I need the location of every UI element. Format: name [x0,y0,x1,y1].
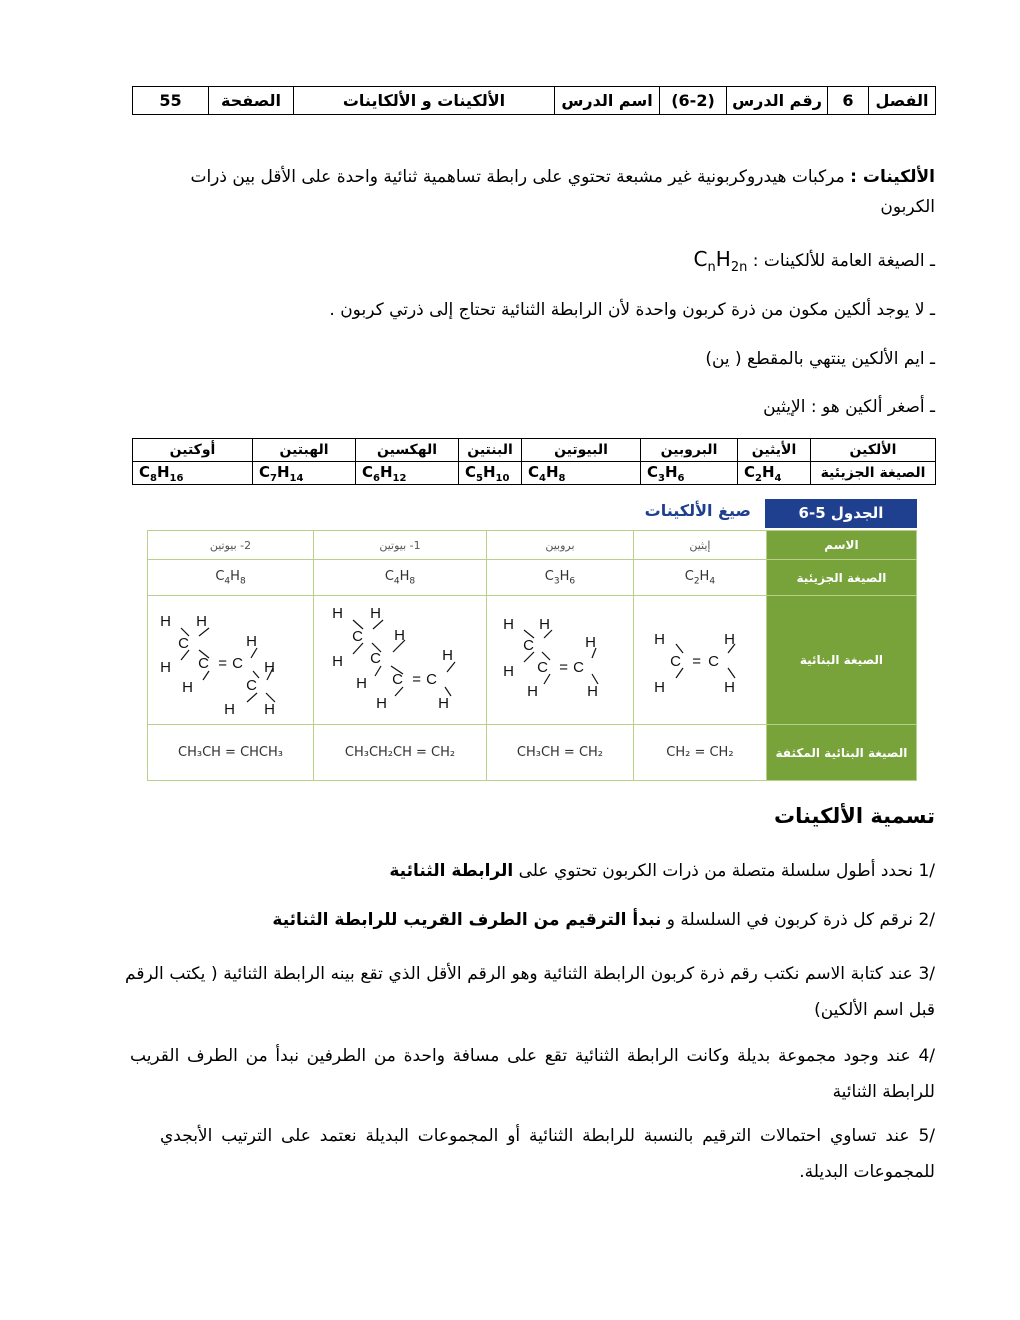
alkene-formulas-figure [147,497,917,780]
structure-ethene [633,596,766,725]
svg-text:H: H [442,647,453,664]
propene-structure-diagram [488,596,632,720]
bullet-smallest: ـ أصغر ألكين هو : الإيثين [763,392,935,422]
lesson-number-label: رقم الدرس [727,87,828,115]
svg-text:H: H [438,695,449,712]
svg-text:H: H [376,695,387,712]
condensed-ethene: CH₂ = CH₂ [633,725,766,781]
svg-text:C: C [352,628,363,645]
svg-text:C: C [670,653,681,670]
row-label-molecular: الصيغة الجزيئية [766,560,916,596]
svg-text:C: C [523,637,534,654]
figure-grid [147,530,917,781]
name-ethene: إيثين [633,531,766,560]
ethene-structure-diagram [635,596,765,720]
svg-text:=: = [559,659,568,676]
formula-cell: $C_3H_6$ [641,462,738,485]
row-label-condensed: الصيغة البنائية المكثفة [766,725,916,781]
rule-number: /4 [918,1046,935,1066]
formula-header-cell: الصيغة الجزيئية [811,462,936,485]
rule-number: /2 [918,910,935,930]
svg-text:H: H [394,627,405,644]
svg-text:C: C [392,671,403,688]
lesson-number: (6-2) [660,87,727,115]
rule-text: عند وجود مجموعة بديلة وكانت الرابطة الثنائية تقع على مسافة واحدة من الطرفين نبدأ من الطرف القريب للرابطة الثنائية [130,1046,935,1102]
bullet-general-formula [694,244,935,283]
svg-text:C: C [197,655,209,672]
molecular-2-butene: $C_4H_8$ [148,560,314,596]
rule-bold: نبدأ الترقيم من الطرف القريب للرابطة الثنائية [272,910,662,930]
general-formula: $C_nH_{2n}$ [693,247,748,275]
formula-cell: $C_2H_4$ [738,462,811,485]
2-butene-structure-diagram [149,596,313,720]
figure-title-bar [147,497,917,531]
svg-text:H: H [724,679,735,696]
svg-text:H: H [263,659,275,676]
svg-text:=: = [412,671,421,688]
condensed-propene: CH₃CH = CH₂ [486,725,633,781]
names-cell: الأيثين [738,439,811,462]
figure-table-number: الجدول 5-6 [765,499,917,528]
svg-text:C: C [245,677,257,694]
svg-text:=: = [692,653,701,670]
row-label-structural: الصيغة البنائية [766,596,916,725]
svg-text:C: C [177,635,189,652]
name-propene: بروبين [486,531,633,560]
rule-bold: الرابطة الثنائية [389,861,514,881]
condensed-1-butene: CH₃CH₂CH = CH₂ [314,725,487,781]
molecular-ethene: $C_2H_4$ [633,560,766,596]
chapter-label: الفصل [869,87,936,115]
name-1-butene: 1- بيوتين [314,531,487,560]
section-title: تسمية الألكينات [773,804,935,828]
rule-number: /5 [918,1126,935,1146]
rule-4 [130,1038,935,1110]
lesson-name: الألكينات و الألكاينات [294,87,555,115]
name-2-butene: 2- بيوتين [148,531,314,560]
svg-text:H: H [245,633,257,650]
names-cell: البيوتين [522,439,641,462]
svg-text:H: H [356,675,367,692]
svg-text:H: H [654,679,665,696]
rule-1 [135,856,935,886]
names-header-cell: الألكين [811,439,936,462]
rule-number: /3 [918,964,935,984]
structure-1-butene [314,596,487,725]
definition-text: مركبات هيدروكربونية غير مشبعة تحتوي على رابطة تساهمية ثنائية واحدة على الأقل بين ذرات الكربون [190,167,935,217]
svg-text:C: C [537,659,548,676]
svg-text:H: H [332,653,343,670]
page-number: 55 [133,87,209,115]
rule-2 [135,905,935,935]
names-cell: أوكتين [133,439,253,462]
svg-text:H: H [724,631,735,648]
rule-5 [160,1118,935,1190]
rule-text: نرقم كل ذرة كربون في السلسلة و [661,910,919,930]
1-butene-structure-diagram [315,596,485,720]
svg-text:=: = [217,655,227,672]
molecular-1-butene: $C_4H_8$ [314,560,487,596]
formula-cell: $C_8H_{16}$ [133,462,253,485]
svg-text:H: H [587,683,598,700]
lesson-name-label: اسم الدرس [555,87,660,115]
svg-text:C: C [231,655,243,672]
svg-text:H: H [195,613,207,630]
structure-propene [486,596,633,725]
row-label-name: الاسم [766,531,916,560]
header-table [132,86,936,115]
structure-2-butene [148,596,314,725]
page-label: الصفحة [209,87,294,115]
names-cell: الهكسين [356,439,459,462]
names-cell: البروبين [641,439,738,462]
svg-text:H: H [585,634,596,651]
names-cell: البنتين [459,439,522,462]
formula-cell: $C_5H_{10}$ [459,462,522,485]
rule-3 [125,956,935,1028]
definition-paragraph [135,162,935,222]
svg-text:H: H [263,701,275,718]
svg-text:H: H [159,659,171,676]
formula-cell: $C_4H_8$ [522,462,641,485]
rule-number: /1 [918,861,935,881]
svg-text:H: H [503,663,514,680]
bullet-suffix: ـ ايم الألكين ينتهي بالمقطع ( ين) [705,344,935,374]
bullet-text: الصيغة العامة للألكينات : [752,251,925,271]
formula-cell: $C_7H_{14}$ [253,462,356,485]
svg-text:H: H [159,613,171,630]
condensed-2-butene: CH₃CH = CHCH₃ [148,725,314,781]
rule-text: عند كتابة الاسم نكتب رقم ذرة كربون الرابطة الثنائية وهو الرقم الأقل الذي تقع بينه الرابطة الثنائية ( يكتب الرقم قبل اسم الألكين) [125,964,935,1020]
svg-text:H: H [503,616,514,633]
rule-text: نحدد أطول سلسلة متصلة من ذرات الكربون تحتوي على [513,861,919,881]
svg-text:H: H [223,701,235,718]
svg-text:H: H [370,605,381,622]
chapter-number: 6 [828,87,869,115]
svg-text:C: C [426,671,437,688]
svg-text:H: H [181,679,193,696]
svg-text:H: H [527,683,538,700]
svg-text:H: H [332,605,343,622]
formula-cell: $C_6H_{12}$ [356,462,459,485]
svg-text:C: C [370,650,381,667]
svg-text:C: C [573,659,584,676]
bullet-one-carbon: ـ لا يوجد ألكين مكون من ذرة كربون واحدة لأن الرابطة الثنائية تحتاج إلى ذرتي كربون . [329,295,935,325]
definition-term: الألكينات : [850,167,935,187]
names-cell: الهبتين [253,439,356,462]
rule-text: عند تساوي احتمالات الترقيم بالنسبة للرابطة الثنائية أو المجموعات البديلة نعتمد على الترتيب الأبجدي للمجموعات البديلة. [160,1126,935,1182]
figure-table-title: صيغ الألكينات [644,501,751,520]
molecular-propene: $C_3H_6$ [486,560,633,596]
svg-text:H: H [539,616,550,633]
svg-text:C: C [708,653,719,670]
svg-text:H: H [654,631,665,648]
alkene-names-table [132,438,936,485]
